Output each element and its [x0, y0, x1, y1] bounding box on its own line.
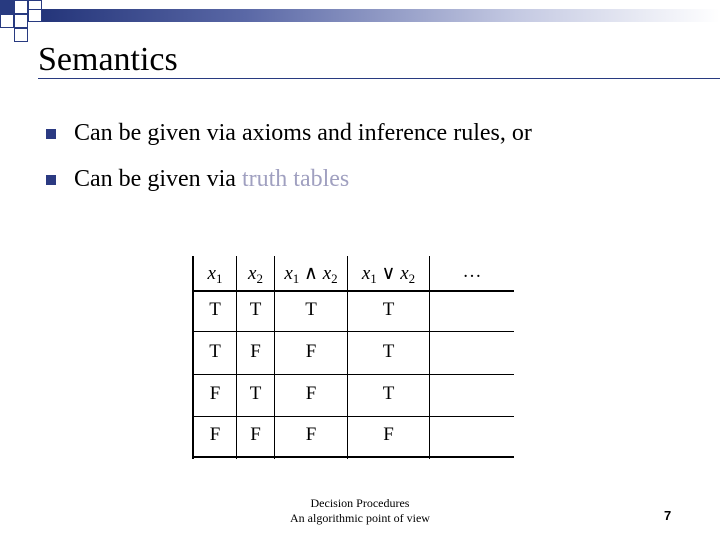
table-border [192, 416, 514, 417]
header-gradient-bar [42, 9, 720, 22]
table-cell: F [305, 341, 317, 362]
footer-line: Decision Procedures [310, 496, 410, 510]
table-cell: F [209, 424, 221, 445]
table-header-ellipsis: … [462, 261, 482, 282]
square-bullet-icon [46, 129, 56, 139]
table-border [192, 331, 514, 332]
table-cell: T [249, 383, 262, 404]
header-square [28, 9, 42, 22]
bullet-text: Can be given via axioms and inference rules, or [74, 120, 532, 146]
header-square [0, 0, 14, 14]
slide-footer [270, 496, 450, 526]
bullet-text-prefix: Can be given via [74, 166, 242, 192]
table-border [192, 456, 514, 458]
table-cell: T [209, 299, 221, 320]
table-header: $x_1$ ∨ $x_2$ [361, 263, 416, 286]
header-square [0, 14, 14, 28]
header-square [14, 14, 28, 28]
table-border [192, 374, 514, 375]
table-header: $x_2$ [248, 263, 263, 286]
square-bullet-icon [46, 175, 56, 185]
table-cell: T [382, 299, 395, 320]
table-cell: F [383, 424, 394, 445]
table-cell: F [250, 341, 261, 362]
table-cell: T [305, 299, 317, 320]
bullet-text [74, 164, 349, 194]
table-header: $x_1$ [207, 263, 223, 286]
table-cell: T [209, 341, 221, 362]
table-cell: F [305, 383, 317, 404]
header-square [14, 0, 28, 14]
page-number: 7 [664, 508, 672, 523]
table-border [429, 256, 430, 459]
table-cell: T [382, 383, 395, 404]
footer-line: An algorithmic point of view [290, 511, 430, 525]
truth-table [192, 256, 514, 459]
table-cell: T [382, 341, 395, 362]
table-cell: F [209, 383, 221, 404]
table-cell: F [250, 424, 261, 445]
slide-title: Semantics [38, 41, 178, 78]
table-header: $x_1$ ∧ $x_2$ [284, 263, 338, 286]
table-cell: T [249, 299, 262, 320]
header-square [14, 28, 28, 42]
table-cell: F [305, 424, 317, 445]
truth-tables-link-text: truth tables [241, 166, 350, 192]
